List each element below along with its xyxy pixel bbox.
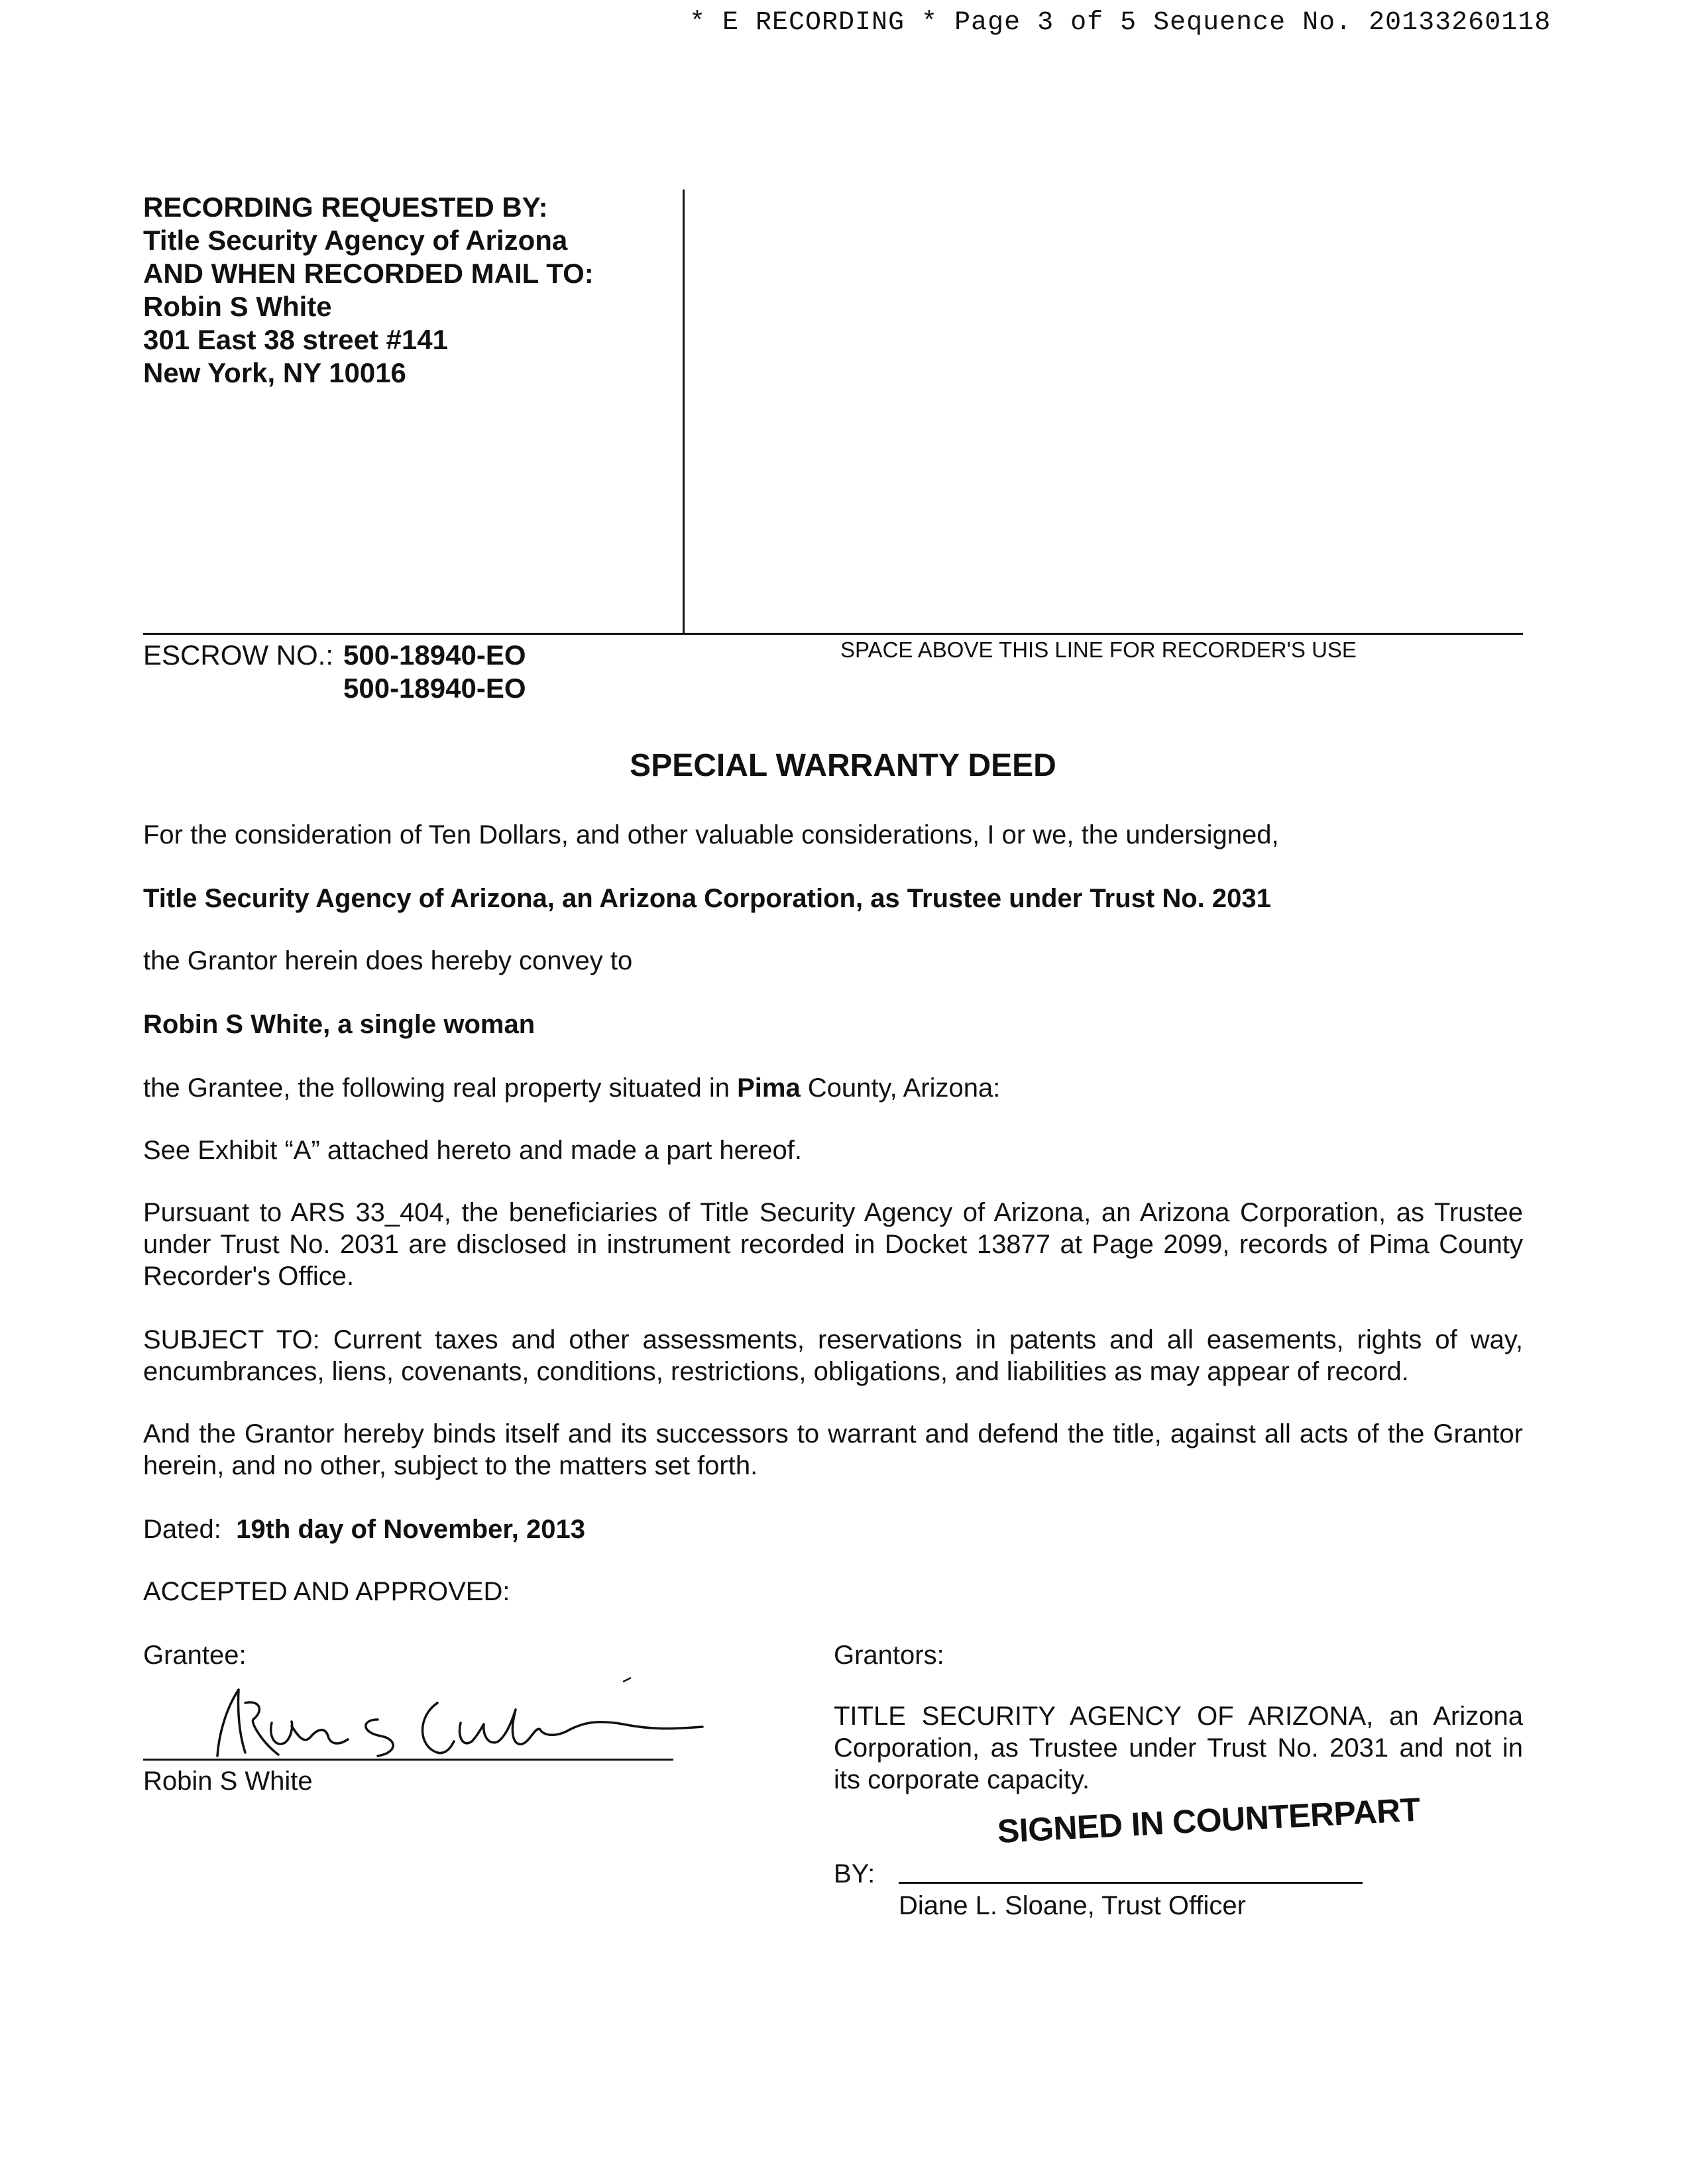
grantor-signer: Diane L. Sloane, Trust Officer bbox=[899, 1891, 1246, 1920]
recording-header: * E RECORDING * Page 3 of 5 Sequence No. 20133260118 bbox=[689, 8, 1551, 38]
subject-to-text: SUBJECT TO: Current taxes and other assessments, reservations in patents and all easements, rights of way, encumbrances, liens, covenants, conditions, restrictions, obligations, and liabilities as may appear of record. bbox=[143, 1325, 1523, 1386]
accepted-text: ACCEPTED AND APPROVED: bbox=[143, 1577, 510, 1606]
recording-line: Robin S White bbox=[143, 291, 332, 322]
property-suffix: County, Arizona: bbox=[800, 1073, 1001, 1103]
recording-line: 301 East 38 street #141 bbox=[143, 324, 449, 355]
recorder-use-note: SPACE ABOVE THIS LINE FOR RECORDER'S USE bbox=[840, 637, 1357, 662]
recording-line: RECORDING REQUESTED BY: bbox=[143, 191, 548, 223]
recording-requested-block bbox=[143, 191, 673, 390]
escrow-numbers bbox=[343, 639, 526, 705]
recorder-space-line bbox=[143, 633, 1523, 635]
property-county: Pima bbox=[737, 1073, 801, 1103]
grantee-printed-name: Robin S White bbox=[143, 1767, 313, 1796]
convey-text: the Grantor herein does hereby convey to bbox=[143, 946, 633, 975]
exhibit-text: See Exhibit “A” attached hereto and made a part hereof. bbox=[143, 1136, 802, 1165]
dated-label: Dated: bbox=[143, 1515, 221, 1544]
escrow-label: ESCROW NO.: bbox=[143, 639, 334, 671]
grantee-name: Robin S White, a single woman bbox=[143, 1010, 535, 1039]
grantors-description: TITLE SECURITY AGENCY OF ARIZONA, an Arizona Corporation, as Trustee under Trust No. 2031 and not in its corporate capacity. bbox=[834, 1702, 1523, 1794]
property-text bbox=[143, 1072, 1523, 1104]
property-prefix: the Grantee, the following real property situated in bbox=[143, 1073, 738, 1103]
dated-value: 19th day of November, 2013 bbox=[236, 1515, 585, 1544]
deed-title: SPECIAL WARRANTY DEED bbox=[630, 748, 1056, 783]
recording-line: Title Security Agency of Arizona bbox=[143, 225, 568, 256]
pursuant-text: Pursuant to ARS 33_404, the beneficiaries of Title Security Agency of Arizona, an Arizona Corporation, as Trustee under Trust No. 2031 are disclosed in instrument recorded in Docket 13877 at Page 2099, records of Pima County Recorder's Office. bbox=[143, 1198, 1523, 1291]
by-label: BY: bbox=[834, 1859, 875, 1888]
recording-line: AND WHEN RECORDED MAIL TO: bbox=[143, 258, 594, 289]
escrow-number: 500-18940-EO bbox=[343, 673, 526, 704]
recording-line: New York, NY 10016 bbox=[143, 357, 406, 388]
dated-line bbox=[143, 1513, 1523, 1545]
signed-in-counterpart-stamp: SIGNED IN COUNTERPART bbox=[996, 1790, 1422, 1850]
grantor-name: Title Security Agency of Arizona, an Arizona Corporation, as Trustee under Trust No. 2031 bbox=[143, 884, 1271, 913]
escrow-number: 500-18940-EO bbox=[343, 639, 526, 671]
recorder-box-divider bbox=[683, 190, 685, 633]
grantee-label: Grantee: bbox=[143, 1641, 247, 1670]
grantee-signature-line bbox=[143, 1759, 673, 1761]
consideration-text: For the consideration of Ten Dollars, and other valuable considerations, I or we, the undersigned, bbox=[143, 820, 1279, 849]
warrant-text: And the Grantor hereby binds itself and its successors to warrant and defend the title, against all acts of the Grantor herein, and no other, subject to the matters set forth. bbox=[143, 1419, 1523, 1480]
grantors-label: Grantors: bbox=[834, 1641, 944, 1670]
grantor-signature-line bbox=[899, 1882, 1363, 1884]
